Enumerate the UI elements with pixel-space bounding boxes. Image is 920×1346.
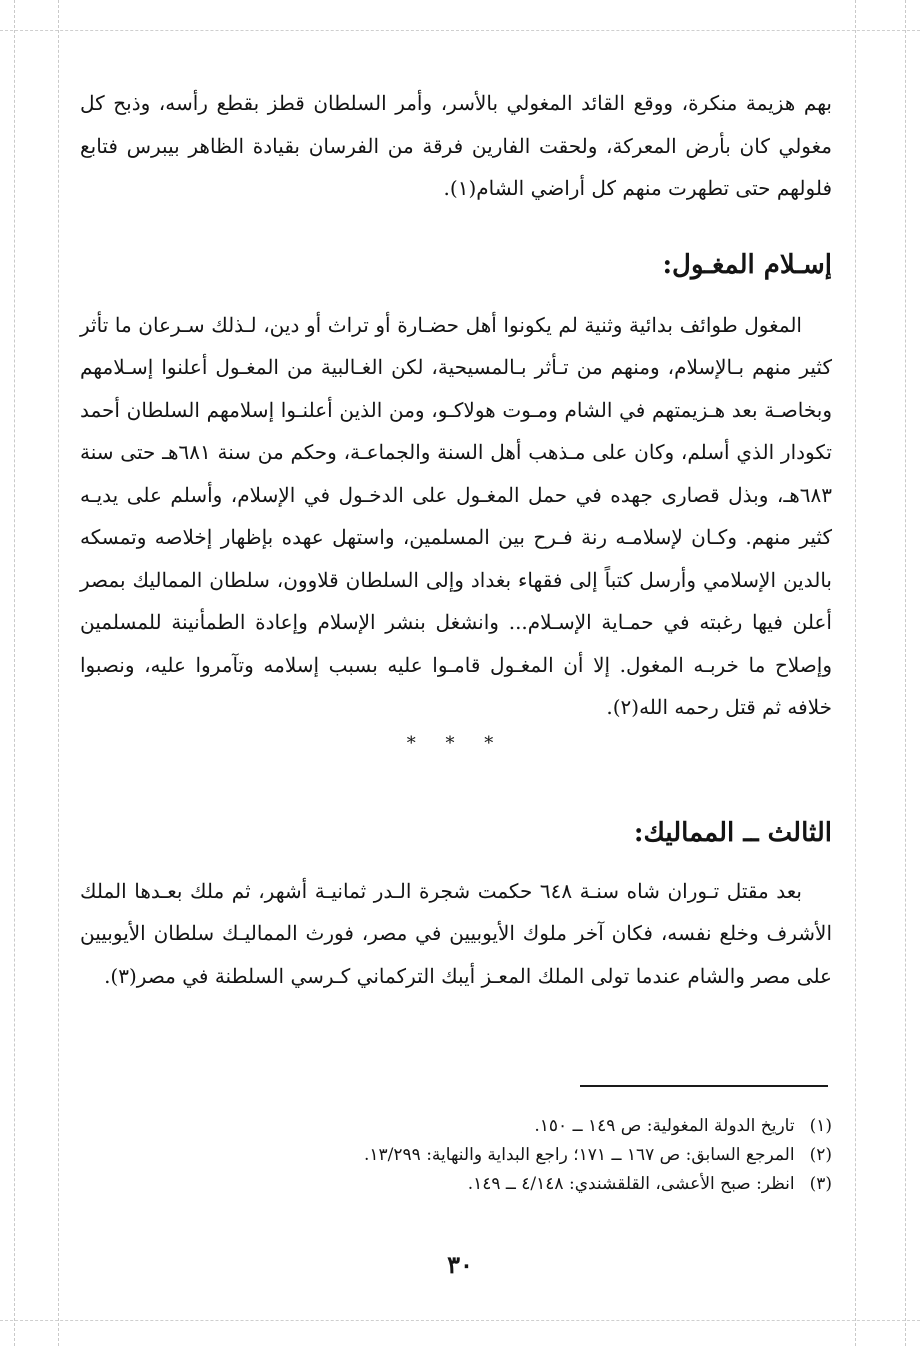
footnote-item [200, 1112, 832, 1141]
footnote-number: (١) [809, 1116, 832, 1136]
paragraph-mamluks: بعد مقتل تـوران شاه سنـة ٦٤٨ حكمت شجرة الـدر ثمانيـة أشهر، ثم ملك بعـدها الملك الأشرف وخلع نفسه، فكان آخر ملوك الأيوبيين في مصر، فورث المماليـك سلطان الأيوبيين على مصر والشام عندما تولى الملك المعـز أيبك التركماني كـرسي السلطنة في مصر(٣). [80, 878, 832, 988]
footnote-text: المرجع السابق: ص ١٦٧ ــ ١٧١؛ راجع البداية والنهاية: ١٣/٢٩٩. [364, 1145, 795, 1165]
scan-guide-line [14, 0, 15, 1346]
scan-guide-line [0, 30, 920, 31]
footnote-divider [580, 1085, 828, 1087]
footnote-text: تاريخ الدولة المغولية: ص ١٤٩ ــ ١٥٠. [534, 1116, 795, 1136]
page-number: ٣٠ [447, 1250, 473, 1279]
scan-guide-line [0, 1320, 920, 1321]
scan-guide-line [855, 0, 856, 1346]
scan-guide-line [905, 0, 906, 1346]
section-separator: * * * [406, 732, 506, 754]
footnote-number: (٢) [809, 1145, 832, 1165]
footnote-text: انظر: صبح الأعشى، القلقشندي: ٤/١٤٨ ــ ١٤٩. [467, 1174, 795, 1194]
footnote-item [200, 1141, 832, 1170]
paragraph-intro: بهم هزيمة منكرة، ووقع القائد المغولي بالأسر، وأمر السلطان قطز بقطع رأسه، وذبح كل مغولي كان بأرض المعركة، ولحقت الفارين فرقة من الفرسان بقيادة الظاهر بيبرس فتابع فلولهم حتى تطهرت منهم كل أراضي الشام(١). [80, 91, 832, 200]
section-heading-mongols-islam: إسـلام المغـول: [662, 249, 832, 280]
section-heading-mamluks: الثالث ــ المماليك: [633, 817, 832, 848]
main-text [80, 82, 832, 997]
footnote-item [200, 1170, 832, 1199]
footnote-number: (٣) [809, 1174, 832, 1194]
paragraph-mongols-islam: المغول طوائف بدائية وثنية لم يكونوا أهل حضـارة أو تراث أو دين، لـذلك سـرعان ما تأثر كثير منهم بـالإسلام، ومنهم من تـأثر بـالمسيحية، لكن الغـالبية من المغـول أعلنوا إسـلامهم وبخاصـة بعد هـزيمتهم في الشام ومـوت هولاكـو، ومن الذين أعلنـوا إسلامهم السلطان أحمد تكودار الذي أسلم، وكان على مـذهب أهل السنة والجماعـة، وحكم من سنة ٦٨١هـ حتى سنة ٦٨٣هـ، وبذل قصارى جهده في حمل المغـول على الدخـول في الإسلام، وأسلم على يديـه كثير منهم. وكـان لإسلامـه رنة فـرح بين المسلمين، واستهل عهده بإظهار إخلاصه وتمسكه بالدين الإسلامي وأرسل كتباً إلى فقهاء بغداد وإلى السلطان قلاوون، سلطان المماليك بمصر أعلن فيها رغبته في حمـاية الإسـلام... وانشغل بنشر الإسلام وإعادة الطمأنينة للمسلمين وإصلاح ما خربـه المغول. إلا أن المغـول قامـوا عليه بسبب إسلامه وتآمروا عليه، ونصبوا خلافه ثم قتل رحمه الله(٢). [80, 312, 832, 719]
footnotes [200, 1112, 832, 1199]
scan-guide-line [58, 0, 59, 1346]
